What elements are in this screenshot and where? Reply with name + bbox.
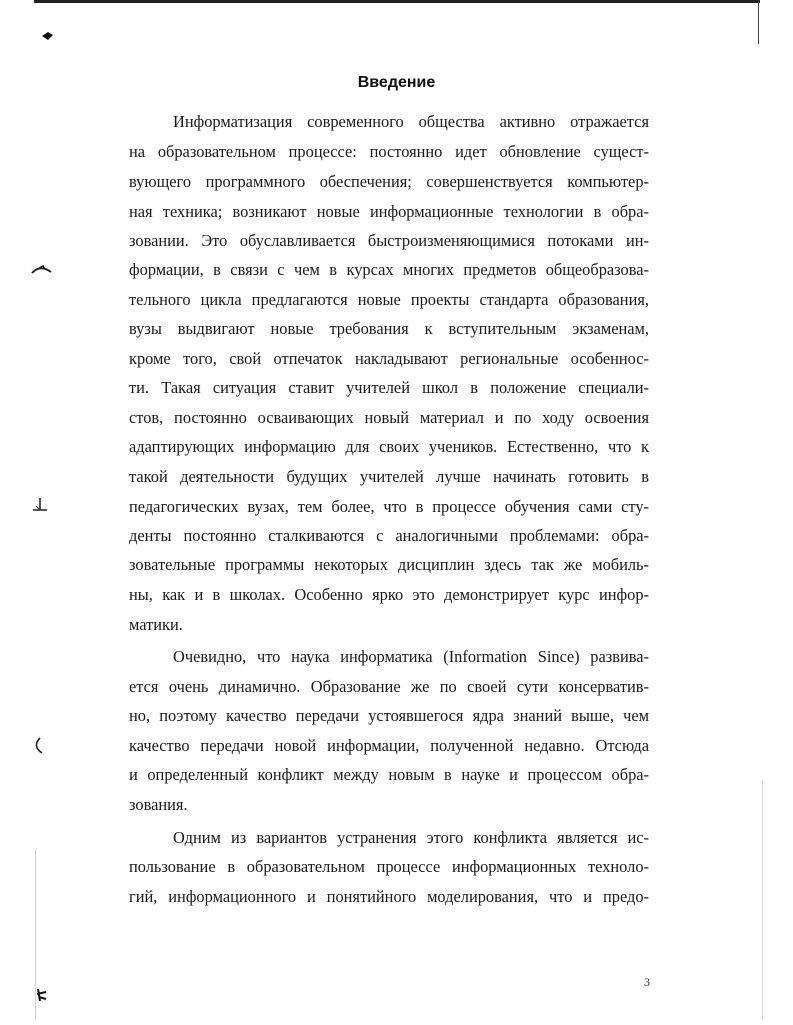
paragraph-1-line: адаптирующих информацию для своих учеников. Естественно, что к (129, 437, 649, 456)
paragraph-1-line: ная техника; возникают новые информационные технологии в обра- (129, 202, 649, 221)
top-border-rule (34, 0, 760, 3)
paragraph-2-line: но, поэтому качество передачи устоявшегося ядра знаний выше, чем (129, 706, 649, 725)
scan-artifact-hook (30, 262, 54, 276)
paragraph-1-line: ны, как и в школах. Особенно ярко это демонстрирует курс инфор- (129, 585, 649, 604)
right-scan-edge (762, 780, 763, 1020)
scan-artifact-mark (34, 986, 50, 1004)
paragraph-2-line: зования. (129, 795, 188, 814)
paragraph-1-line: формации, в связи с чем в курсах многих предметов общеобразова- (129, 260, 649, 279)
paragraph-2-line: Очевидно, что наука информатика (Information Since) развива- (173, 647, 649, 666)
page-number: 3 (644, 975, 650, 989)
paragraph-3-line: пользование в образовательном процессе информационных техноло- (129, 857, 649, 876)
paragraph-1-line: ти. Такая ситуация ставит учителей школ в положение специали- (129, 378, 649, 397)
paragraph-3-line: гий, информационного и понятийного моделирования, что и предо- (129, 887, 649, 906)
paragraph-2-line: ется очень динамично. Образование же по своей сути консерватив- (129, 677, 649, 696)
paragraph-3-line: Одним из вариантов устранения этого конфликта является ис- (173, 828, 649, 847)
paragraph-1-line: на образовательном процессе: постоянно идет обновление сущест- (129, 142, 649, 161)
paragraph-1-line: матики. (129, 615, 183, 634)
paragraph-1-line: кроме того, свой отпечаток накладывают региональные особеннос- (129, 349, 649, 368)
paragraph-1-line: стов, постоянно осваивающих новый материал и по ходу освоения (129, 408, 649, 427)
section-heading: Введение (357, 74, 436, 91)
paragraph-1-line: педагогических вузах, тем более, что в процессе обучения сами сту- (129, 497, 649, 516)
paragraph-1-line: зовательные программы некоторых дисциплин здесь так же мобиль- (129, 555, 649, 574)
paragraph-1-line: денты постоянно сталкиваются с аналогичными проблемами: обра- (129, 526, 649, 545)
paragraph-1-line: тельного цикла предлагаются новые проекты стандарта образования, (129, 290, 649, 309)
scan-artifact-diamond (40, 28, 56, 44)
paragraph-2-line: и определенный конфликт между новым в науке и процессом обра- (129, 765, 649, 784)
paragraph-1-line: вузы выдвигают новые требования к вступительным экзаменам, (129, 319, 649, 338)
scan-artifact-arc (30, 736, 46, 756)
paragraph-2-line: качество передачи новой информации, полученной недавно. Отсюда (129, 736, 649, 755)
right-border-rule (758, 0, 759, 44)
paragraph-1-line: зовании. Это обуславливается быстроизменяющимися потоками ин- (129, 231, 649, 250)
paragraph-1-line: Информатизация современного общества активно отражается (173, 112, 649, 131)
paragraph-1-line: такой деятельности будущих учителей лучше начинать готовить в (129, 467, 649, 486)
scan-artifact-tick (30, 496, 50, 516)
paragraph-1-line: вующего программного обеспечения; совершенствуется компьютер- (129, 172, 649, 191)
